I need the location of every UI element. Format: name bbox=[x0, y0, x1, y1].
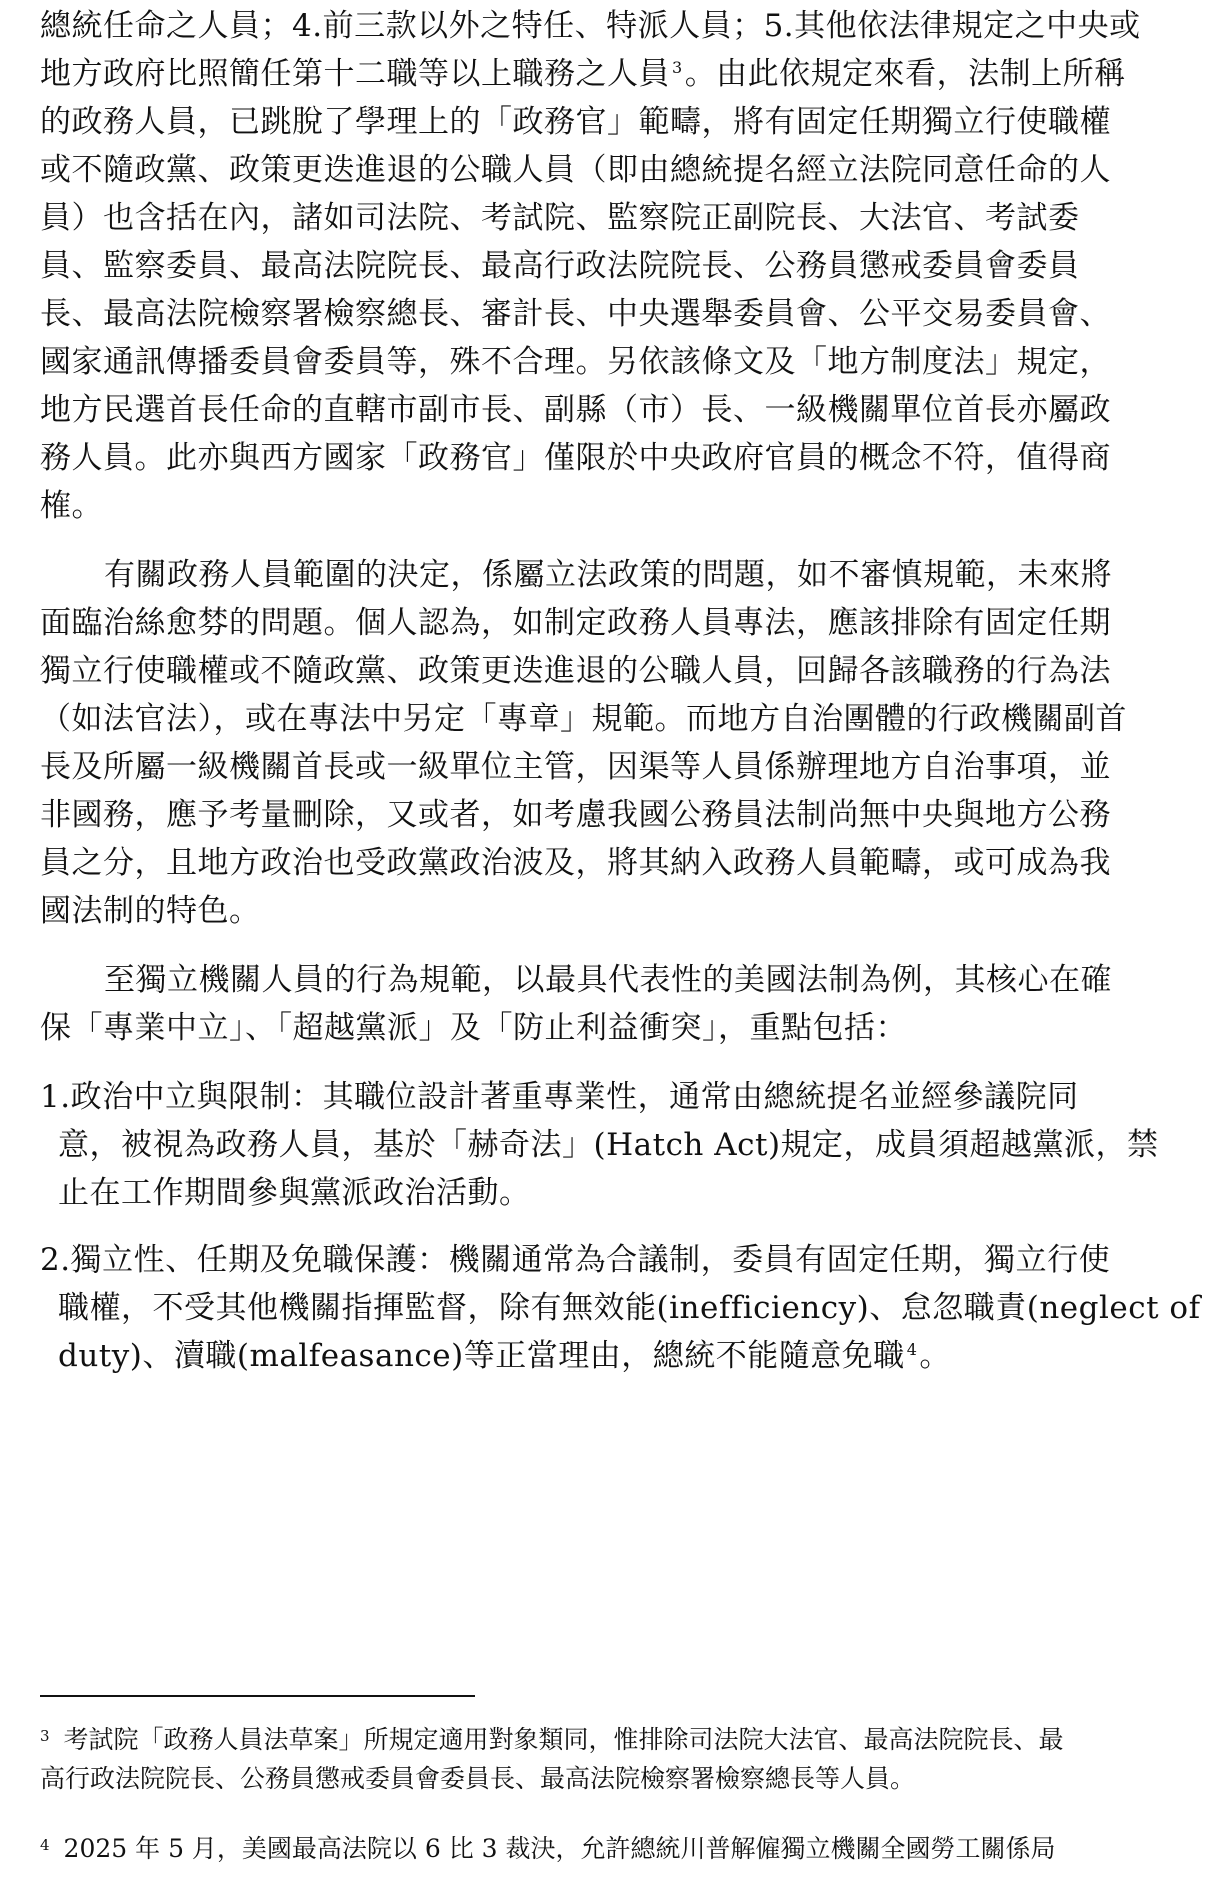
footnote-line: 高行政法院院長、公務員懲戒委員會委員長、最高法院檢察署檢察總長等人員。 bbox=[40, 1764, 916, 1793]
footnote-text: 2025 年 5 月，美國最高法院以 6 比 3 裁決，允許總統川普解僱獨立機關全國勞工關係局 bbox=[63, 1834, 1056, 1863]
list-item-line: 2.獨立性、任期及免職保護：機關通常為合議制，委員有固定任期，獨立行使 bbox=[40, 1242, 1111, 1278]
paragraph-line: 員、監察委員、最高法院院長、最高行政法院院長、公務員懲戒委員會委員 bbox=[40, 248, 1080, 284]
paragraph-line: 長及所屬一級機關首長或一級單位主管，因渠等人員係辦理地方自治事項，並 bbox=[40, 749, 1111, 785]
paragraph-line: 國法制的特色。 bbox=[40, 893, 261, 929]
paragraph-line: 榷。 bbox=[40, 488, 103, 524]
text-segment: 。 bbox=[919, 1338, 951, 1374]
paragraph-line: （如法官法），或在專法中另定「專章」規範。而地方自治團體的行政機關副首 bbox=[40, 701, 1127, 737]
footnote-divider bbox=[40, 1695, 475, 1697]
paragraph-line: 國家通訊傳播委員會委員等，殊不合理。另依該條文及「地方制度法」規定， bbox=[40, 344, 1111, 380]
paragraph-line: 員之分，且地方政治也受政黨政治波及，將其納入政務人員範疇，或可成為我 bbox=[40, 845, 1111, 881]
paragraph-line: 或不隨政黨、政策更迭進退的公職人員（即由總統提名經立法院同意任命的人 bbox=[40, 152, 1111, 188]
list-item-line: 止在工作期間參與黨派政治活動。 bbox=[58, 1175, 531, 1211]
paragraph-line: 至獨立機關人員的行為規範，以最具代表性的美國法制為例，其核心在確 bbox=[104, 962, 1112, 998]
paragraph-line: 總統任命之人員；4.前三款以外之特任、特派人員；5.其他依法律規定之中央或 bbox=[40, 8, 1141, 44]
paragraph-line: 員）也含括在內，諸如司法院、考試院、監察院正副院長、大法官、考試委 bbox=[40, 200, 1080, 236]
footnote-line bbox=[40, 1832, 1190, 1866]
paragraph-line: 獨立行使職權或不隨政黨、政策更迭進退的公職人員，回歸各該職務的行為法 bbox=[40, 653, 1111, 689]
text-segment: 。由此依規定來看，法制上所稱 bbox=[684, 56, 1126, 92]
footnote-reference-4[interactable]: 4 bbox=[906, 1340, 918, 1359]
paragraph-line bbox=[40, 54, 1190, 94]
paragraph-line: 有關政務人員範圍的決定，係屬立法政策的問題，如不審慎規範，未來將 bbox=[104, 557, 1112, 593]
footnote-text: 考試院「政務人員法草案」所規定適用對象類同，惟排除司法院大法官、最高法院院長、最 bbox=[63, 1725, 1064, 1754]
footnote-line bbox=[40, 1723, 1190, 1757]
paragraph-line: 保「專業中立」、「超越黨派」及「防止利益衝突」，重點包括： bbox=[40, 1010, 907, 1046]
paragraph-line: 務人員。此亦與西方國家「政務官」僅限於中央政府官員的概念不符，值得商 bbox=[40, 440, 1111, 476]
text-segment: 地方政府比照簡任第十二職等以上職務之人員 bbox=[40, 56, 670, 92]
paragraph-line: 地方民選首長任命的直轄市副市長、副縣（市）長、一級機關單位首長亦屬政 bbox=[40, 392, 1111, 428]
list-item-line: 意，被視為政務人員，基於「赫奇法」(Hatch Act)規定，成員須超越黨派，禁 bbox=[58, 1127, 1159, 1163]
paragraph-line: 長、最高法院檢察署檢察總長、審計長、中央選舉委員會、公平交易委員會、 bbox=[40, 296, 1111, 332]
paragraph-line: 非國務，應予考量刪除，又或者，如考慮我國公務員法制尚無中央與地方公務 bbox=[40, 797, 1111, 833]
text-segment: duty)、瀆職(malfeasance)等正當理由，總統不能隨意免職 bbox=[58, 1338, 905, 1374]
list-item-line: 1.政治中立與限制：其職位設計著重專業性，通常由總統提名並經參議院同 bbox=[40, 1079, 1079, 1115]
paragraph-line: 面臨治絲愈棼的問題。個人認為，如制定政務人員專法，應該排除有固定任期 bbox=[40, 605, 1111, 641]
list-item-line bbox=[58, 1336, 1208, 1376]
footnote-marker: 3 bbox=[40, 1727, 50, 1745]
footnote-reference-3[interactable]: 3 bbox=[672, 58, 683, 77]
list-item-line: 職權，不受其他機關指揮監督，除有無效能(inefficiency)、怠忽職責(neglect of bbox=[58, 1290, 1201, 1326]
paragraph-line: 的政務人員，已跳脫了學理上的「政務官」範疇，將有固定任期獨立行使職權 bbox=[40, 104, 1111, 140]
footnote-marker: 4 bbox=[40, 1836, 50, 1854]
